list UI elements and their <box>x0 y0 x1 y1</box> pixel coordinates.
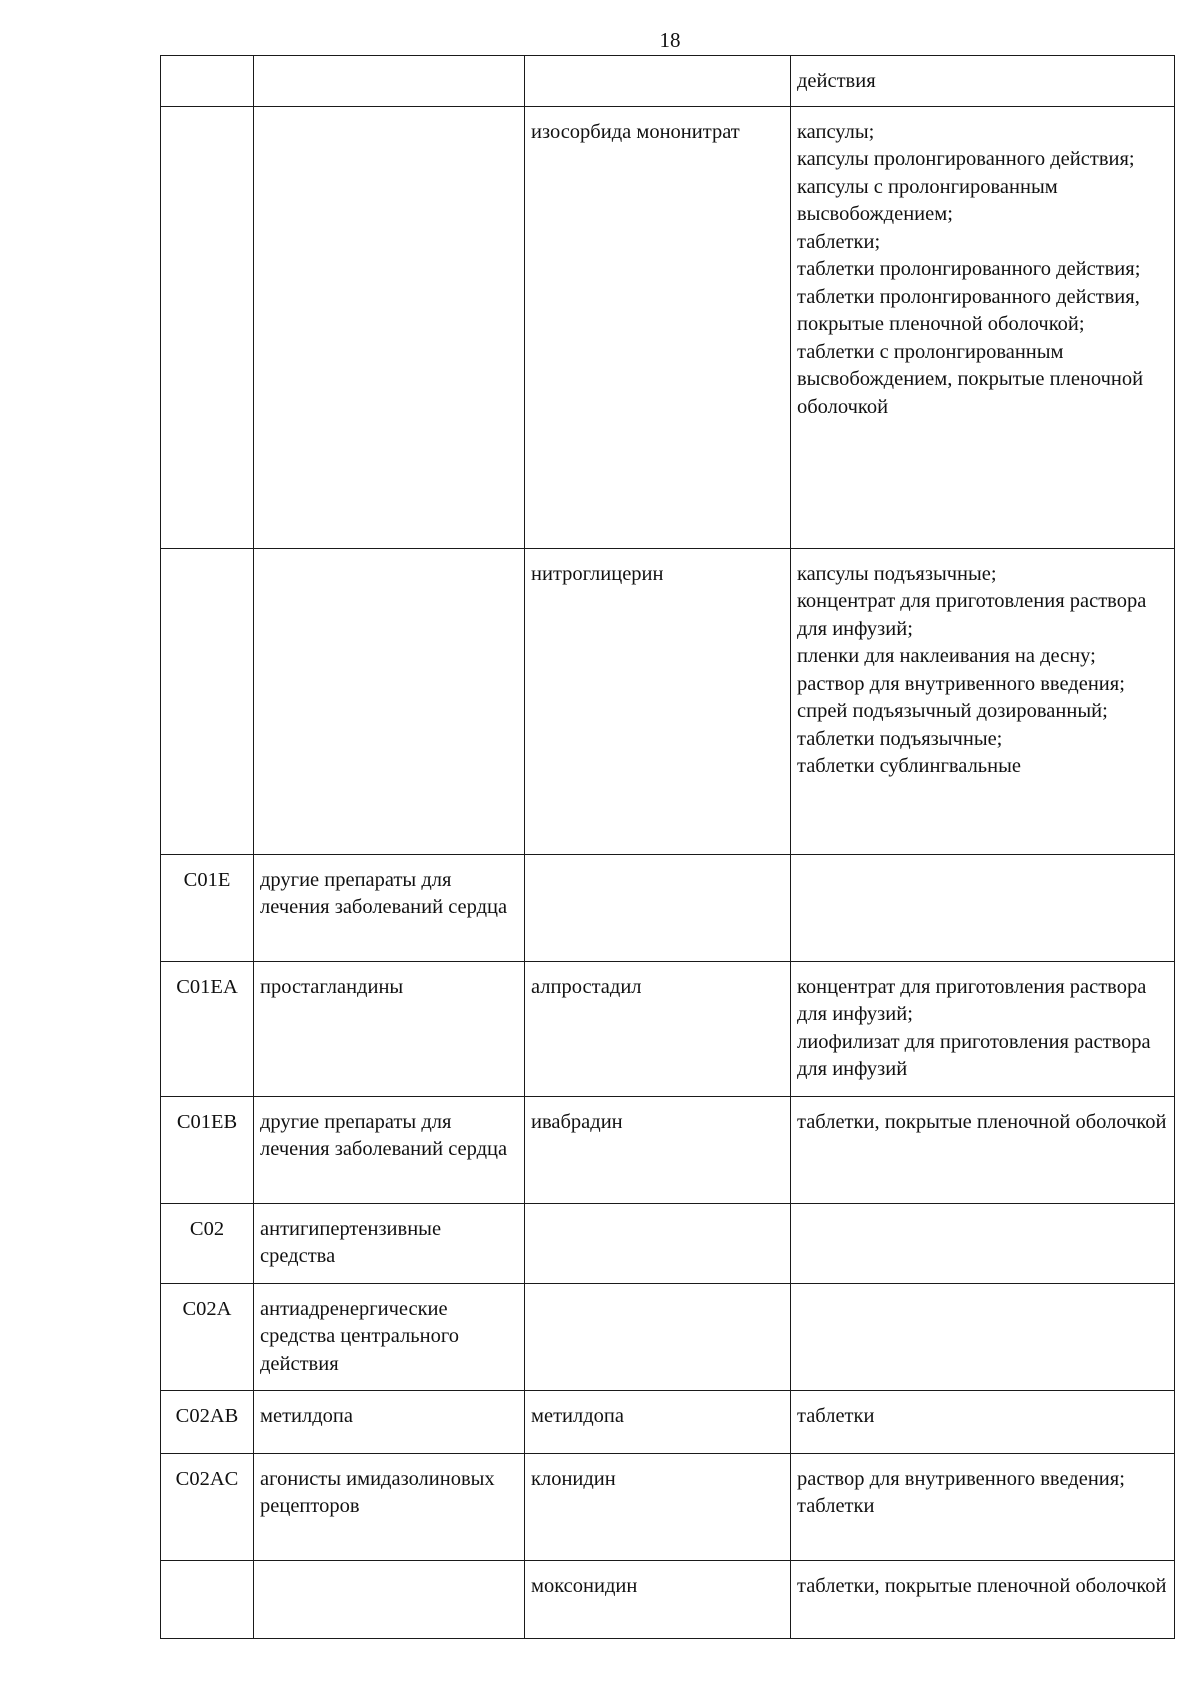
drug-cell: нитроглицерин <box>525 548 791 854</box>
page-number: 18 <box>659 28 681 52</box>
forms-cell: капсулы подъязычные; концентрат для приготовления раствора для инфузий; пленки для наклеивания на десну; раствор для внутривенного введения; спрей подъязычный дозированный; таблетки подъязычные; таблетки сублингвальные <box>791 548 1175 854</box>
drug-cell: изосорбида мононитрат <box>525 106 791 548</box>
table-row <box>161 854 1175 961</box>
drug-cell <box>525 854 791 961</box>
table-row <box>161 1390 1175 1453</box>
drug-cell: клонидин <box>525 1453 791 1560</box>
drug-cell <box>525 1203 791 1283</box>
group-cell: другие препараты для лечения заболеваний сердца <box>254 1096 525 1203</box>
atc-code-cell: C01EA <box>161 961 254 1096</box>
atc-code-cell <box>161 1560 254 1638</box>
atc-code-cell: C02 <box>161 1203 254 1283</box>
forms-cell <box>791 1203 1175 1283</box>
forms-cell: капсулы; капсулы пролонгированного действия; капсулы с пролонгированным высвобождением; таблетки; таблетки пролонгированного действия; таблетки пролонгированного действия, покрытые пленочной оболочкой; таблетки с пролонгированным высвобождением, покрытые пленочной оболочкой <box>791 106 1175 548</box>
group-cell: антиадренергические средства центрального действия <box>254 1283 525 1390</box>
table-row <box>161 1203 1175 1283</box>
atc-code-cell <box>161 106 254 548</box>
drug-cell <box>525 1283 791 1390</box>
drug-cell: моксонидин <box>525 1560 791 1638</box>
group-cell: агонисты имидазолиновых рецепторов <box>254 1453 525 1560</box>
atc-code-cell <box>161 56 254 107</box>
forms-cell <box>791 854 1175 961</box>
table-row <box>161 1453 1175 1560</box>
table-row <box>161 106 1175 548</box>
forms-cell: концентрат для приготовления раствора для инфузий; лиофилизат для приготовления раствора для инфузий <box>791 961 1175 1096</box>
atc-code-cell <box>161 548 254 854</box>
drug-cell: алпростадил <box>525 961 791 1096</box>
atc-code-cell: C02AB <box>161 1390 254 1453</box>
group-cell <box>254 106 525 548</box>
atc-code-cell: C01EB <box>161 1096 254 1203</box>
group-cell: другие препараты для лечения заболеваний сердца <box>254 854 525 961</box>
table-row <box>161 1560 1175 1638</box>
forms-cell: таблетки, покрытые пленочной оболочкой <box>791 1096 1175 1203</box>
group-cell: антигипертензивные средства <box>254 1203 525 1283</box>
atc-code-cell: C02A <box>161 1283 254 1390</box>
atc-code-cell: C02AC <box>161 1453 254 1560</box>
forms-cell: раствор для внутривенного введения; таблетки <box>791 1453 1175 1560</box>
table-row <box>161 961 1175 1096</box>
drug-table <box>160 55 1175 1639</box>
group-cell: метилдопа <box>254 1390 525 1453</box>
table-row <box>161 548 1175 854</box>
group-cell <box>254 56 525 107</box>
table-row <box>161 1096 1175 1203</box>
group-cell: простагландины <box>254 961 525 1096</box>
drug-cell: метилдопа <box>525 1390 791 1453</box>
group-cell <box>254 548 525 854</box>
table-row <box>161 56 1175 107</box>
group-cell <box>254 1560 525 1638</box>
forms-cell <box>791 1283 1175 1390</box>
atc-code-cell: C01E <box>161 854 254 961</box>
drug-cell: ивабрадин <box>525 1096 791 1203</box>
drug-cell <box>525 56 791 107</box>
forms-cell: таблетки <box>791 1390 1175 1453</box>
table-row <box>161 1283 1175 1390</box>
forms-cell: таблетки, покрытые пленочной оболочкой <box>791 1560 1175 1638</box>
forms-cell: действия <box>791 56 1175 107</box>
